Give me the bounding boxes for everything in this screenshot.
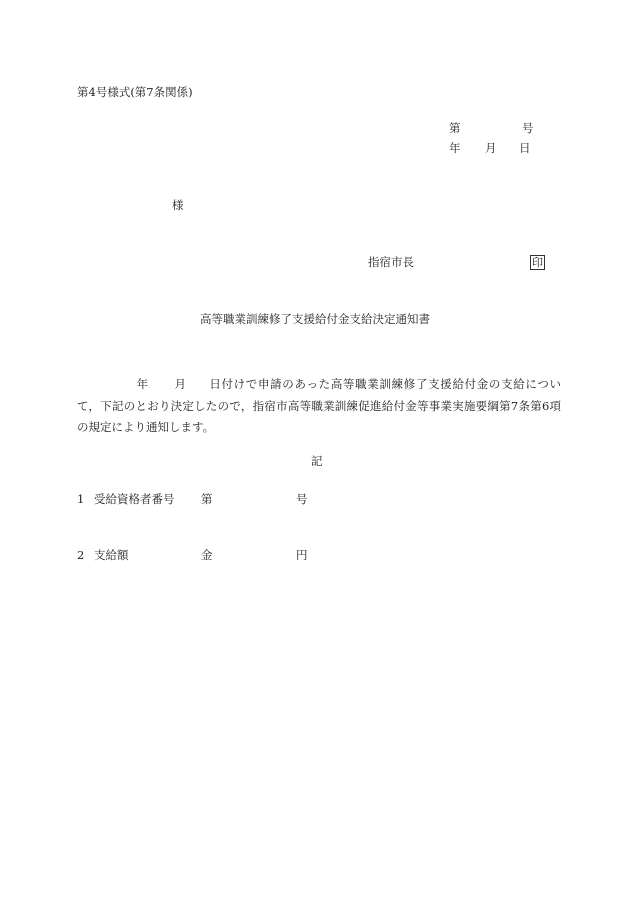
- seal-label: 印: [532, 256, 543, 269]
- item-2-prefix: 金: [201, 548, 213, 562]
- document-title: 高等職業訓練修了支援給付金支給決定通知書: [200, 312, 430, 326]
- doc-date-month: 月: [485, 141, 497, 155]
- item-2-label: 支給額: [94, 548, 129, 562]
- addressee-sama: 様: [172, 198, 184, 212]
- doc-number-dai: 第: [449, 121, 461, 135]
- body-rest: 日付けで申請のあった高等職業訓練修了支援給付金の支給について，下記のとおり決定したので，指宿市高等職業訓練促進給付金等事業実施要綱第7条第6項の規定により通知します。: [77, 377, 562, 434]
- item-2-number: 2: [77, 548, 85, 562]
- body-paragraph: [77, 374, 561, 439]
- doc-date-year: 年: [449, 141, 461, 155]
- body-month: 月: [173, 377, 187, 391]
- doc-number-go: 号: [522, 121, 534, 135]
- issuer-title: 指宿市長: [368, 255, 414, 269]
- item-1-number: 1: [77, 492, 85, 506]
- item-1-suffix: 号: [296, 492, 308, 506]
- item-1-prefix: 第: [201, 492, 213, 506]
- item-2-suffix: 円: [296, 548, 308, 562]
- seal-mark: [530, 255, 545, 270]
- item-1-label: 受給資格者番号: [94, 492, 175, 506]
- ki-heading: 記: [311, 454, 323, 468]
- body-year: 年: [136, 377, 149, 391]
- form-number: 第4号様式(第7条関係): [77, 85, 193, 99]
- doc-date-day: 日: [519, 141, 531, 155]
